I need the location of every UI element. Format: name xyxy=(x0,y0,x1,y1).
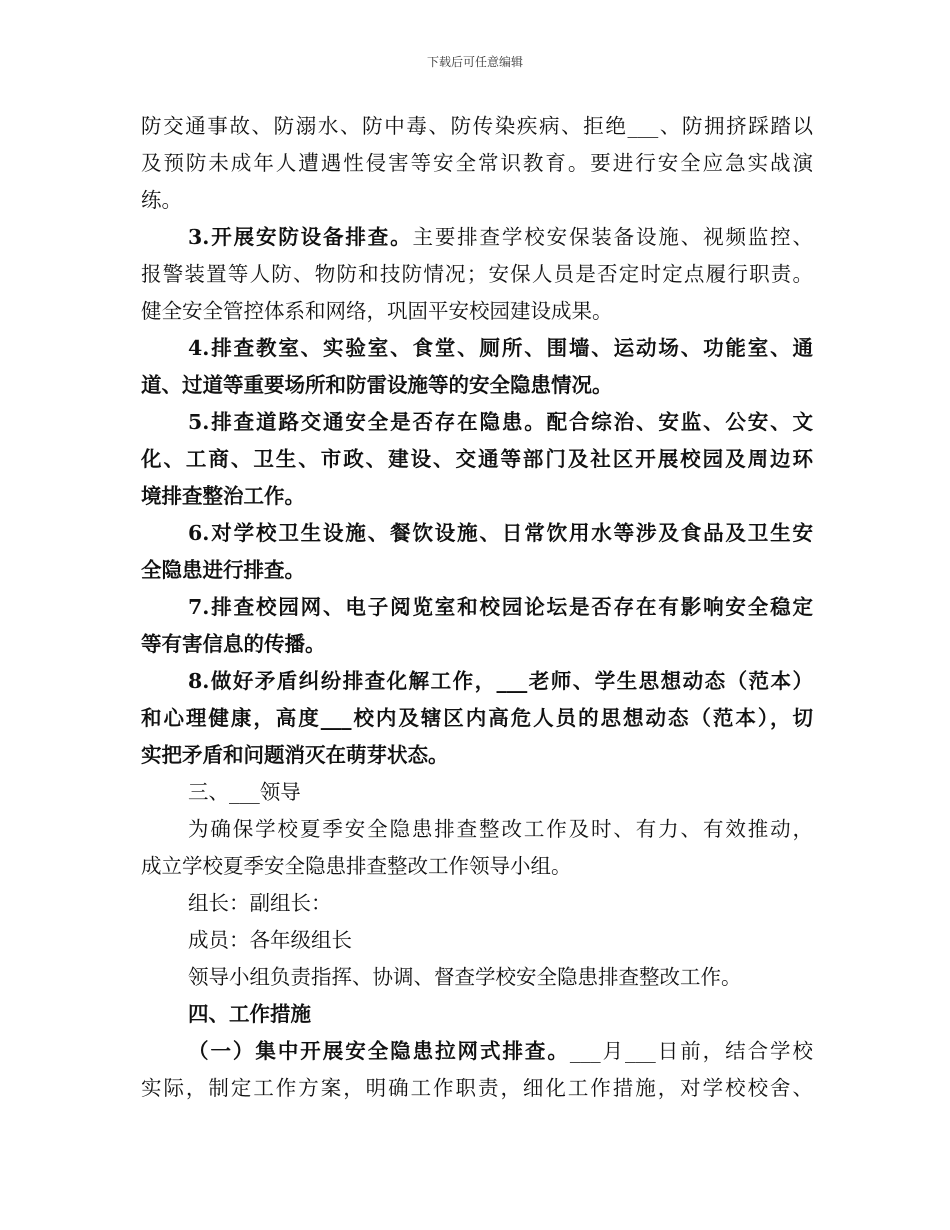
text-line: 成员：各年级组长 xyxy=(188,928,352,952)
subsection-1-text: ___月___日前，结合学校 xyxy=(569,1039,813,1063)
item-3-text: 主要排查学校安保装备设施、视频监控、 xyxy=(412,225,813,249)
paragraph-3-first-line xyxy=(141,219,813,256)
item-8-line: 8.做好矛盾纠纷排查化解工作，___老师、学生思想动态（范本） xyxy=(188,669,813,693)
section-heading-4: 四、工作措施 xyxy=(188,1002,311,1026)
item-6-line: 6.对学校卫生设施、餐饮设施、日常饮用水等涉及食品及卫生安 xyxy=(188,521,813,545)
text-line: 防交通事故、防溺水、防中毒、防传染疾病、拒绝___、防拥挤踩踏以 xyxy=(141,114,813,138)
text-line: 实际，制定工作方案，明确工作职责，细化工作措施，对学校校舍、 xyxy=(141,1076,813,1100)
paragraph-5-first-line xyxy=(141,404,813,441)
page-header: 下载后可任意编辑 xyxy=(426,55,523,69)
text-line: 领导小组负责指挥、协调、督查学校安全隐患排查整改工作。 xyxy=(188,965,742,989)
subsection-1-first-line xyxy=(141,1033,813,1070)
section-heading-3: 三、___领导 xyxy=(188,780,301,804)
item-5-heading: 5.排查道路交通安全是否存在隐患。 xyxy=(188,410,547,434)
text-line: 报警装置等人防、物防和技防情况；安保人员是否定时定点履行职责。 xyxy=(141,262,813,286)
item-5-line: 化、工商、卫生、市政、建设、交通等部门及社区开展校园及周边环 xyxy=(141,447,813,471)
text-line: 健全安全管控体系和网络，巩固平安校园建设成果。 xyxy=(141,299,613,323)
item-4-line: 4.排查教室、实验室、食堂、厕所、围墙、运动场、功能室、通 xyxy=(188,336,813,360)
item-5-line: 境排查整治工作。 xyxy=(141,484,305,508)
item-6-line: 全隐患进行排查。 xyxy=(141,558,305,582)
item-8-line: 和心理健康，高度___校内及辖区内高危人员的思想动态（范本），切 xyxy=(141,706,813,730)
document-body xyxy=(141,108,813,1107)
item-8-line: 实把矛盾和问题消灭在萌芽状态。 xyxy=(141,743,449,767)
text-line: 为确保学校夏季安全隐患排查整改工作及时、有力、有效推动， xyxy=(188,817,813,841)
text-line: 及预防未成年人遭遇性侵害等安全常识教育。要进行安全应急实战演 xyxy=(141,151,813,175)
subsection-1-heading: （一）集中开展安全隐患拉网式排查。 xyxy=(188,1039,570,1063)
item-5-text: 配合综治、安监、公安、文 xyxy=(546,410,813,434)
text-line: 练。 xyxy=(141,188,182,212)
text-line: 组长：副组长： xyxy=(188,891,332,915)
text-line: 成立学校夏季安全隐患排查整改工作领导小组。 xyxy=(141,854,572,878)
item-7-line: 7.排查校园网、电子阅览室和校园论坛是否存在有影响安全稳定 xyxy=(188,595,813,619)
item-3-heading: 3.开展安防设备排查。 xyxy=(188,225,413,249)
item-7-line: 等有害信息的传播。 xyxy=(141,632,326,656)
item-4-line: 道、过道等重要场所和防雷设施等的安全隐患情况。 xyxy=(141,373,613,397)
